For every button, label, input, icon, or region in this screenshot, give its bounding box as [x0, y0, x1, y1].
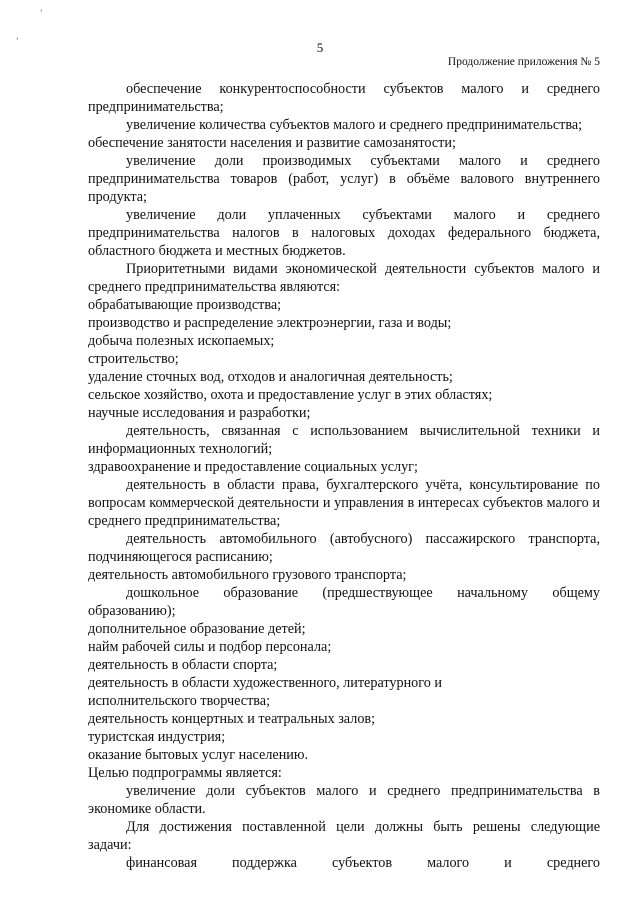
list-item-preschool: дошкольное образование (предшествующее начальному общему образованию); — [88, 585, 600, 619]
scan-speck: ‘ — [16, 36, 19, 45]
paragraph-goal: увеличение доли субъектов малого и среднего предпринимательства в экономике области. — [88, 783, 600, 817]
paragraph-share-of-taxes: увеличение доли уплаченных субъектами малого и среднего предпринимательства налогов в налоговых доходах федерального бюджета, областного бюджета и местных бюджетов. — [88, 207, 600, 259]
paragraph-priority-activities-intro: Приоритетными видами экономической деятельности субъектов малого и среднего предпринимательства являются: — [88, 261, 600, 295]
list-item-arts-line2: исполнительского творчества; — [88, 693, 271, 709]
paragraph-competitiveness: обеспечение конкурентоспособности субъектов малого и среднего предпринимательства; — [88, 81, 600, 115]
list-item-law-accounting: деятельность в области права, бухгалтерского учёта, консультирование по вопросам коммерческой деятельности и управления в интересах субъектов малого и среднего предпринимательства; — [88, 477, 600, 529]
paragraph-share-of-goods: увеличение доли производимых субъектами малого и среднего предпринимательства товаров (работ, услуг) в объёме валового внутреннего продукта; — [88, 153, 600, 205]
paragraph-financial-support: финансовая поддержка субъектов малого и среднего — [126, 855, 600, 871]
list-item-energy: производство и распределение электроэнергии, газа и воды; — [88, 315, 452, 331]
list-item-construction: строительство; — [88, 351, 179, 367]
appendix-continuation-note: Продолжение приложения № 5 — [447, 56, 600, 68]
paragraph-employment: обеспечение занятости населения и развитие самозанятости; — [88, 135, 456, 151]
list-item-manufacturing: обрабатывающие производства; — [88, 297, 282, 313]
list-item-passenger-transport: деятельность автомобильного (автобусного) пассажирского транспорта, подчиняющегося расписанию; — [88, 531, 600, 565]
paragraph-goal-intro: Целью подпрограммы является: — [88, 765, 282, 781]
list-item-sport: деятельность в области спорта; — [88, 657, 278, 673]
list-item-agriculture: сельское хозяйство, охота и предоставление услуг в этих областях; — [88, 387, 493, 403]
list-item-research: научные исследования и разработки; — [88, 405, 311, 421]
paragraph-tasks-intro: Для достижения поставленной цели должны быть решены следующие задачи: — [88, 819, 600, 853]
document-body — [88, 80, 600, 872]
list-item-tourism: туристская индустрия; — [88, 729, 226, 745]
list-item-additional-education: дополнительное образование детей; — [88, 621, 306, 637]
list-item-freight-transport: деятельность автомобильного грузового транспорта; — [88, 567, 407, 583]
list-item-it: деятельность, связанная с использованием вычислительной техники и информационных технологий; — [88, 423, 600, 457]
list-item-arts-line1: деятельность в области художественного, литературного и — [88, 675, 442, 691]
page-number: 5 — [316, 40, 324, 55]
list-item-healthcare: здравоохранение и предоставление социальных услуг; — [88, 459, 418, 475]
paragraph-number-of-entities: увеличение количества субъектов малого и среднего предпринимательства; — [126, 117, 583, 133]
list-item-concert-halls: деятельность концертных и театральных залов; — [88, 711, 376, 727]
list-item-recruitment: найм рабочей силы и подбор персонала; — [88, 639, 332, 655]
scan-speck: ‘ — [40, 8, 43, 17]
list-item-mining: добыча полезных ископаемых; — [88, 333, 275, 349]
list-item-waste: удаление сточных вод, отходов и аналогичная деятельность; — [88, 369, 453, 385]
list-item-household-services: оказание бытовых услуг населению. — [88, 747, 309, 763]
